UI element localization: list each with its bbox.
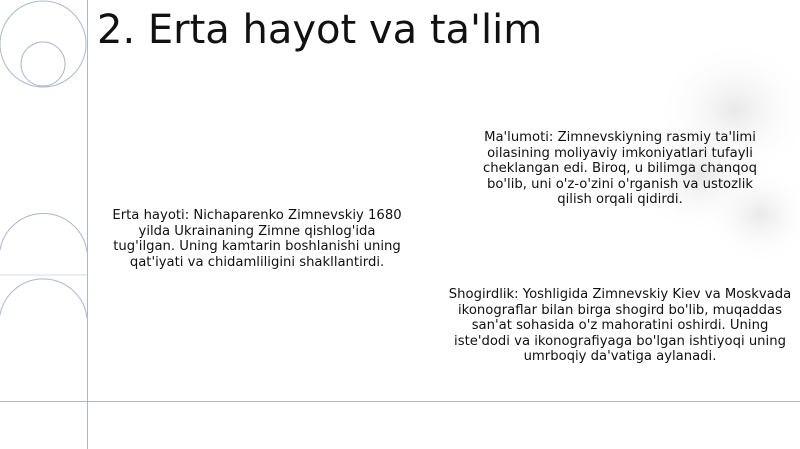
decorative-arc-lower — [0, 279, 87, 318]
early-life-text: Erta hayoti: Nichaparenko Zimnevskiy 1680 yilda Ukrainaning Zimne qishlog'ida tug'ilgan. Uning kamtarin boshlanishi uning qat'iyati va chidamliligini shakllantirdi. — [112, 208, 402, 270]
education-text: Ma'lumoti: Zimnevskiyning rasmiy ta'limi oilasining moliyaviy imkoniyatlari tufayli cheklangan edi. Biroq, u bilimga chanqoq bo'lib, uni o'z-o'zini o'rganish va ustozlik qilish orqali qidirdi. — [483, 130, 757, 208]
decorative-arc-upper — [0, 214, 87, 252]
decorative-circle-small — [21, 42, 65, 86]
page-title: 2. Erta hayot va ta'lim — [97, 7, 543, 53]
decorative-circle-large — [0, 1, 86, 87]
apprenticeship-text: Shogirdlik: Yoshligida Zimnevskiy Kiev va Moskvada ikonograflar bilan birga shogird bo'lib, muqaddas san'at sohasida o'z mahoratini oshirdi. Uning iste'dodi va ikonografiyaga bo'lgan ishtiyoqi uning umrboqiy da'vatiga aylanadi. — [448, 287, 792, 365]
